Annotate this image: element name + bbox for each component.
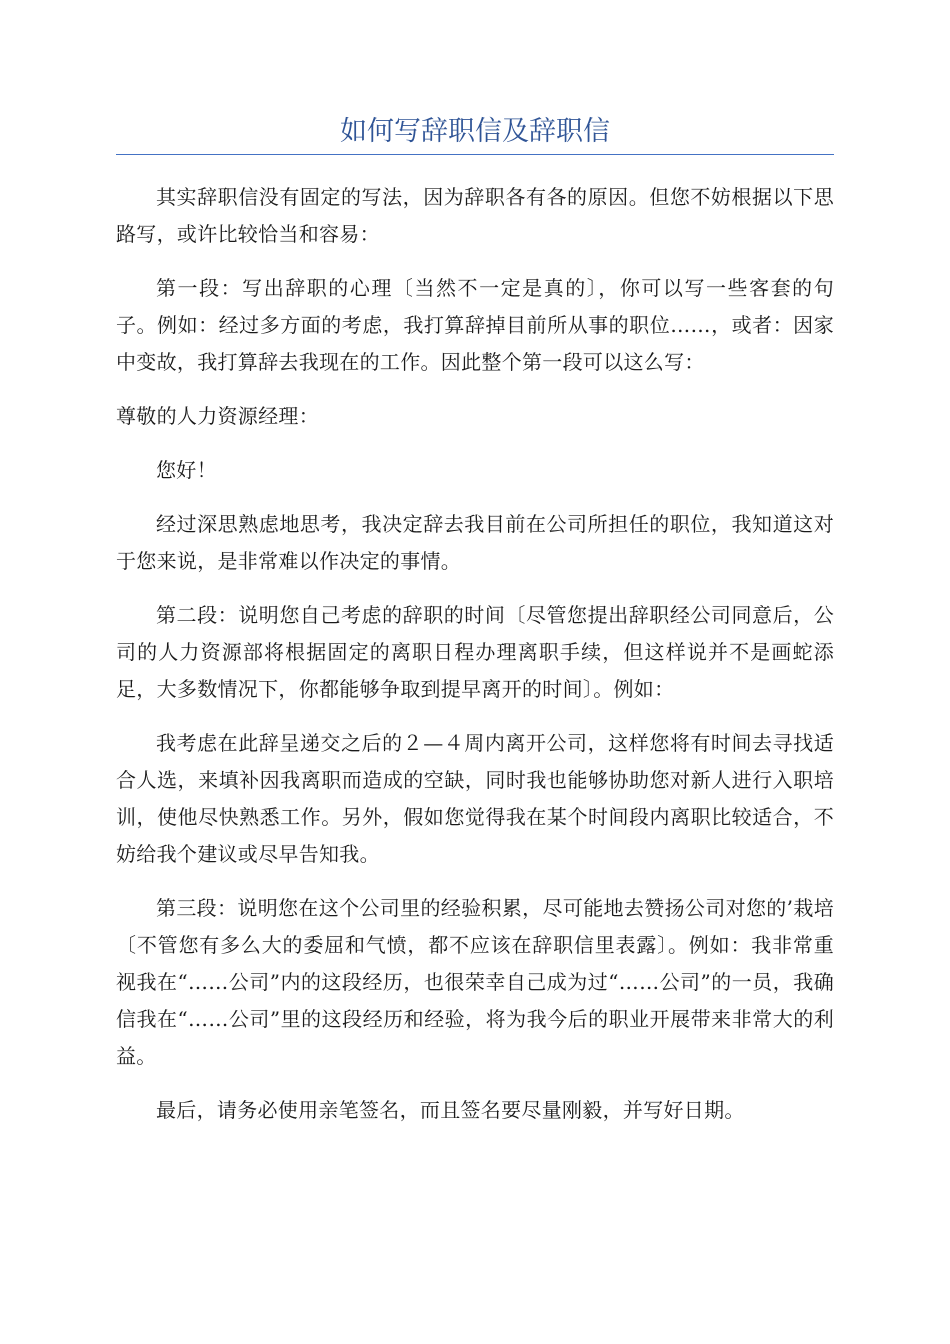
paragraph-greeting: 您好！ (156, 458, 217, 482)
paragraph-salutation: 尊敬的人力资源经理： (116, 404, 319, 428)
document-title: 如何写辞职信及辞职信 (340, 116, 610, 147)
paragraph-example-one: 经过深思熟虑地思考，我决定辞去我目前在公司所担任的职位，我知道这对于您来说，是非常难以作决定的事情。 (116, 512, 834, 573)
title-underline (116, 154, 834, 155)
paragraph-second-section: 第二段：说明您自己考虑的辞职的时间〔尽管您提出辞职经公司同意后，公司的人力资源部将根据固定的离职日程办理离职手续，但这样说并不是画蛇添足，大多数情况下，你都能够争取到提早离开的时间〕。例如： (116, 603, 834, 701)
document-body (116, 179, 834, 1129)
document-page (116, 112, 834, 1146)
paragraph-closing: 最后，请务必使用亲笔签名，而且签名要尽量刚毅，并写好日期。 (156, 1098, 745, 1122)
paragraph-third-section: 第三段：说明您在这个公司里的经验积累，尽可能地去赞扬公司对您的’栽培〔不管您有多么大的委屈和气愤，都不应该在辞职信里表露〕。例如：我非常重视我在“……公司”内的这段经历，也很荣幸自己成为过“……公司”的一员，我确信我在“……公司”里的这段经历和经验，将为我今后的职业开展带来非常大的利益。 (116, 896, 834, 1068)
paragraph-first-section: 第一段：写出辞职的心理〔当然不一定是真的〕，你可以写一些客套的句子。例如：经过多方面的考虑，我打算辞掉目前所从事的职位……，或者：因家中变故，我打算辞去我现在的工作。因此整个第一段可以这么写： (116, 276, 834, 374)
paragraph-intro: 其实辞职信没有固定的写法，因为辞职各有各的原因。但您不妨根据以下思路写，或许比较恰当和容易： (116, 185, 834, 246)
paragraph-example-two: 我考虑在此辞呈递交之后的２—４周内离开公司，这样您将有时间去寻找适合人选，来填补因我离职而造成的空缺，同时我也能够协助您对新人进行入职培训，使他尽快熟悉工作。另外，假如您觉得我在某个时间段内离职比较适合，不妨给我个建议或尽早告知我。 (116, 731, 834, 866)
